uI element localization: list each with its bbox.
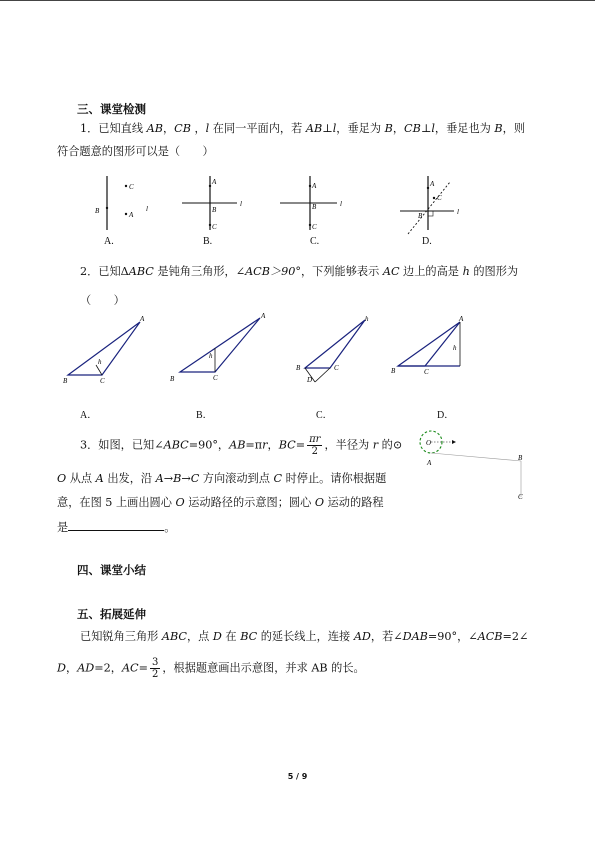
q2-a-label-C: C — [100, 377, 105, 385]
q1-option-d: D. — [422, 236, 432, 247]
q1-a-label-C: C — [129, 183, 134, 191]
q1-l: l — [205, 122, 210, 135]
q3-frac-num: πr — [309, 434, 321, 445]
s5-AD: AD — [77, 661, 95, 675]
q1-c-label-B: B — [312, 203, 317, 211]
q2-a-label-B: B — [63, 377, 68, 385]
q2-b-label-A: A — [261, 312, 266, 320]
q2-text: 边上的高是 — [399, 265, 463, 278]
q1-fig-b — [182, 176, 242, 231]
q1-line1 — [80, 122, 525, 136]
q1-d-label-C: C — [437, 194, 442, 202]
q1-fig-c — [280, 176, 342, 231]
q3-fig-label-B: B — [518, 454, 523, 462]
q1-b-label-C: C — [212, 223, 217, 231]
s5-D: D — [57, 661, 66, 675]
q3-path: A→B→C — [155, 472, 200, 485]
q2-d-label-B: B — [391, 367, 396, 375]
q2-fig-a — [63, 315, 145, 385]
s5-text: = — [138, 661, 148, 675]
q1-line2: 符合题意的图形可以是（ ） — [57, 145, 214, 158]
q3-figure — [414, 425, 534, 505]
q1-text: 在同一平面内，若 — [209, 122, 306, 135]
s5-text: =2， — [94, 661, 122, 675]
q2-AC: AC — [382, 265, 400, 278]
q3-line4 — [57, 519, 175, 535]
q3-O: O — [57, 472, 67, 485]
q2-line1 — [80, 265, 518, 279]
q1-option-c: C. — [310, 236, 320, 247]
q3-fraction — [307, 434, 322, 457]
s5-ABC: ABC — [161, 630, 187, 643]
s5-text: =2∠ — [502, 630, 529, 643]
q3-text: 运动路径的示意图；圆心 — [184, 496, 315, 509]
q3-text: =π — [245, 438, 263, 452]
q2-c-label-D: D — [307, 376, 313, 384]
q1-CB: CB — [174, 122, 191, 135]
s5-text: ， — [65, 661, 78, 675]
q3-AB: AB — [229, 438, 246, 452]
s5-AC: AC — [121, 661, 139, 675]
q1-b-label-A: A — [212, 178, 217, 186]
s5-fraction — [150, 657, 160, 680]
s5-text: ，点 — [186, 630, 213, 643]
q2-a-label-h: h — [98, 358, 102, 366]
q1-B: B — [494, 122, 503, 135]
q1-option-b: B. — [203, 236, 213, 247]
q1-AB-perp-l: AB⊥l — [305, 122, 337, 135]
q3-text: 意，在图 5 上画出圆心 — [57, 496, 176, 509]
q1-CB-perp-l: CB⊥l — [404, 122, 435, 135]
q3-text: ，半径为 — [324, 438, 373, 452]
q3-line2 — [57, 472, 386, 486]
q2-angle: ∠ACB＞90° — [235, 265, 301, 278]
q2-figures — [60, 310, 480, 390]
q1-fig-d — [400, 176, 459, 234]
q1-sep: ， — [190, 122, 206, 135]
q3-C: C — [273, 472, 283, 485]
q2-option-a: A． — [80, 410, 98, 421]
q2-ABC: ABC — [128, 265, 154, 278]
q2-fig-d — [391, 315, 464, 376]
q2-text: 是钝角三角形， — [153, 265, 236, 278]
q1-text: 1．已知直线 — [80, 122, 147, 135]
s5-D: D — [212, 630, 222, 643]
q1-b-label-B: B — [212, 206, 217, 214]
q1-a-label-A: A — [129, 211, 134, 219]
q2-line2: （ ） — [80, 294, 125, 307]
q2-h: h — [462, 265, 470, 278]
s5-text: 已知锐角三角形 — [80, 630, 162, 643]
section5-heading: 五、拓展延伸 — [77, 607, 146, 621]
q3-text: ， — [267, 438, 279, 452]
q1-a-label-B: B — [95, 207, 100, 215]
q3-text: 运动的路程 — [324, 496, 384, 509]
q3-text: 3．如图，已知∠ — [80, 438, 164, 452]
page-number: 5 / 9 — [287, 772, 308, 781]
q2-text: ，下列能够表示 — [300, 265, 383, 278]
s5-BC: BC — [240, 630, 258, 643]
q3-text: 是 — [57, 521, 69, 534]
q3-text: 的⊙ — [378, 438, 403, 452]
q2-d-label-C: C — [424, 368, 429, 376]
q2-d-label-A: A — [459, 315, 464, 323]
q3-text: 出发，沿 — [103, 472, 156, 485]
q3-text: 从点 — [66, 472, 96, 485]
q3-text: 。 — [164, 521, 176, 534]
q3-text: 方向滚动到点 — [199, 472, 274, 485]
q3-text: 时停止。请你根据题 — [282, 472, 387, 485]
q2-a-label-A: A — [140, 315, 145, 323]
q1-c-label-C: C — [312, 223, 317, 231]
section4-heading: 四、课堂小结 — [77, 563, 146, 577]
q2-fig-c — [296, 315, 369, 384]
q1-c-label-A: A — [312, 182, 317, 190]
q3-O: O — [175, 496, 185, 509]
q3-fig-label-O: O — [426, 439, 432, 447]
s5-text: 在 — [221, 630, 241, 643]
q2-option-c: C． — [316, 410, 333, 421]
q1-c-label-l: l — [340, 200, 342, 208]
q1-text: ，垂足也为 — [434, 122, 495, 135]
s5-line1 — [80, 630, 528, 644]
s5-frac-num: 3 — [151, 657, 159, 668]
q3-line3 — [57, 496, 384, 510]
q2-b-label-B: B — [170, 375, 175, 383]
q1-option-a: A. — [104, 236, 114, 247]
q3-frac-den: 2 — [311, 446, 318, 457]
q2-b-label-h: h — [209, 352, 213, 360]
q3-text: =90°， — [188, 438, 230, 452]
s5-text: ，根据题意画出示意图，并求 AB 的长。 — [162, 661, 365, 675]
q3-fig-label-C: C — [518, 493, 523, 501]
s5-text: =90°，∠ — [427, 630, 478, 643]
q2-b-label-C: C — [213, 374, 218, 382]
q3-answer-blank[interactable] — [68, 519, 164, 531]
q3-O: O — [314, 496, 325, 509]
page-top-border — [0, 0, 595, 1]
q3-line1 — [80, 434, 402, 457]
s5-frac-den: 2 — [151, 669, 159, 680]
q2-c-label-h: h — [365, 315, 369, 323]
q3-r: r — [372, 438, 379, 452]
q1-b-label-l: l — [240, 200, 242, 208]
q3-r: r — [262, 438, 268, 452]
q1-d-label-A: A — [430, 180, 435, 188]
q2-c-label-C: C — [334, 364, 339, 372]
q3-BC: BC — [278, 438, 296, 452]
s5-ACB: ACB — [477, 630, 503, 643]
q2-option-b: B． — [196, 410, 213, 421]
s5-text: 的延长线上，连接 — [257, 630, 354, 643]
q2-text: 2．已知Δ — [80, 265, 129, 278]
q1-d-label-B: B — [418, 212, 423, 220]
s5-AD: AD — [353, 630, 371, 643]
s5-text: ，若∠ — [370, 630, 403, 643]
q3-A: A — [95, 472, 104, 485]
q1-a-label-l: l — [146, 205, 148, 213]
q1-sep: ， — [162, 122, 175, 135]
q3-fig-label-A: A — [427, 459, 432, 467]
section3-heading: 三、课堂检测 — [77, 102, 146, 116]
q2-text: 的图形为 — [469, 265, 519, 278]
q1-text: ，则 — [502, 122, 526, 135]
q3-text: = — [295, 438, 306, 452]
q2-fig-b — [170, 312, 266, 383]
q1-sep: ， — [392, 122, 405, 135]
q1-figures — [82, 168, 502, 250]
q3-ABC: ABC — [163, 438, 189, 452]
q2-c-label-B: B — [296, 364, 301, 372]
q1-fig-a — [95, 176, 148, 230]
q2-d-label-h: h — [453, 344, 457, 352]
q1-B: B — [384, 122, 393, 135]
q1-d-label-l: l — [457, 208, 459, 216]
s5-line2 — [57, 657, 365, 680]
q2-option-d: D． — [437, 410, 455, 421]
q1-text: ，垂足为 — [336, 122, 385, 135]
q1-AB: AB — [146, 122, 163, 135]
s5-DAB: DAB — [402, 630, 428, 643]
